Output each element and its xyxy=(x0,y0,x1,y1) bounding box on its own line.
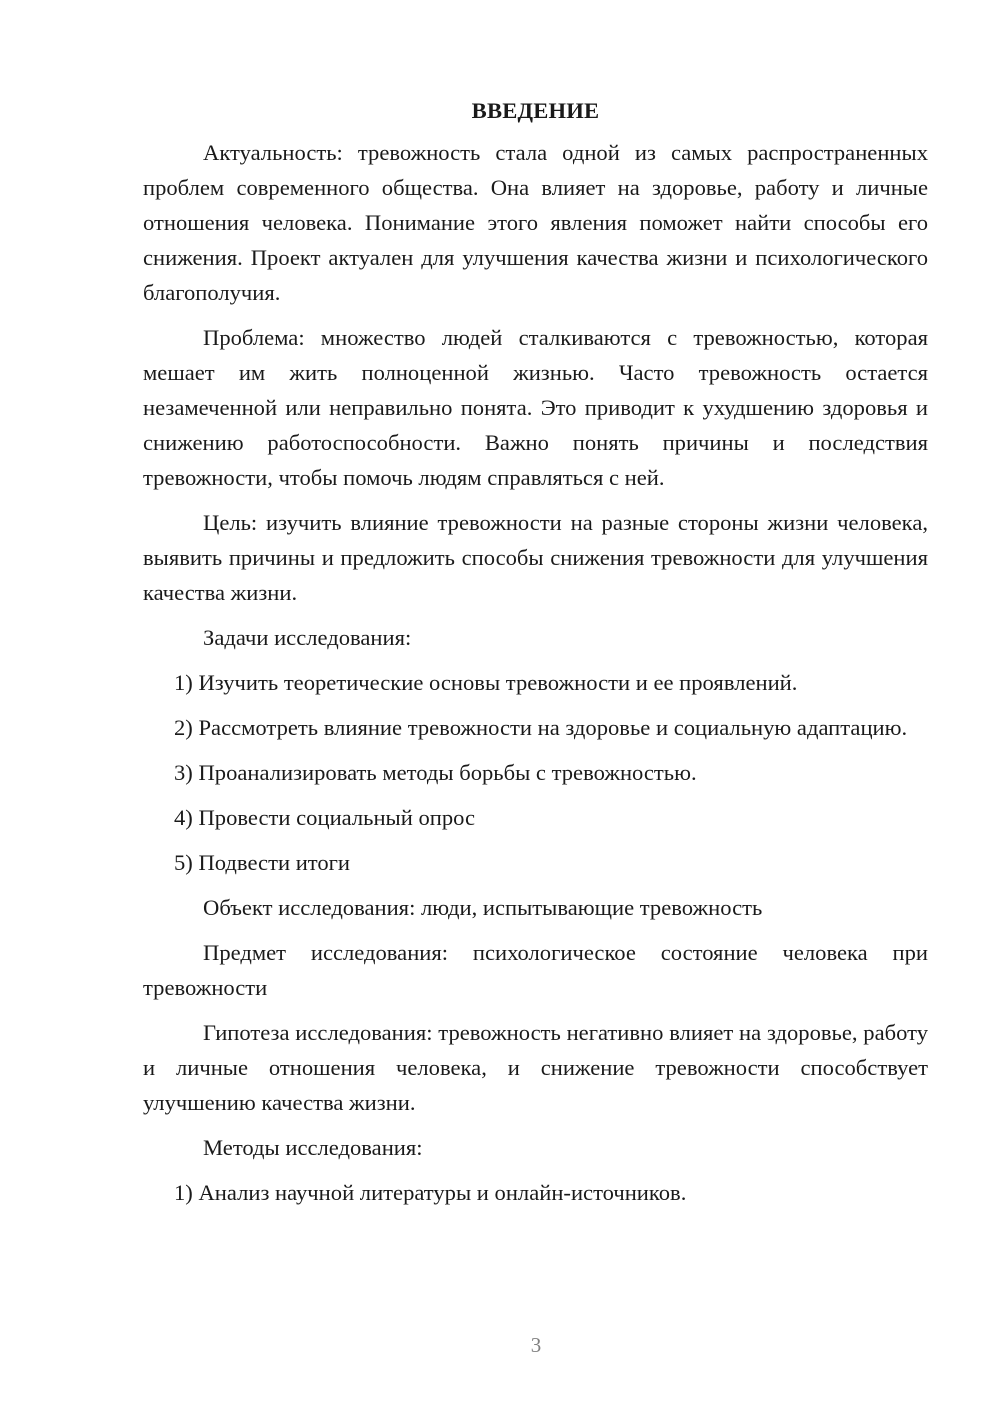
list-item-task-1: 1) Изучить теоретические основы тревожности и ее проявлений. xyxy=(174,670,798,695)
paragraph-object: Объект исследования: люди, испытывающие тревожность xyxy=(203,895,763,920)
paragraph-problem: Проблема: множество людей сталкиваются с тревожностью, которая мешает им жить полноценной жизнью. Часто тревожность остается незамеченной или неправильно понята. Это приводит к ухудшению здоровья и снижению работоспособности. Важно понять причины и последствия тревожности, чтобы помочь людям справляться с ней. xyxy=(143,325,928,490)
page-title: ВВЕДЕНИЕ xyxy=(471,98,600,123)
paragraph-hypothesis: Гипотеза исследования: тревожность негативно влияет на здоровье, работу и личные отношения человека, и снижение тревожности способствует улучшению качества жизни. xyxy=(143,1020,928,1115)
tasks-heading: Задачи исследования: xyxy=(203,625,412,650)
methods-heading: Методы исследования: xyxy=(203,1135,423,1160)
page-number: 3 xyxy=(530,1333,542,1357)
paragraph-subject: Предмет исследования: психологическое состояние человека при тревожности xyxy=(143,940,928,1000)
paragraph-relevance: Актуальность: тревожность стала одной из самых распространенных проблем современного общества. Она влияет на здоровье, работу и личные отношения человека. Понимание этого явления поможет найти способы его снижения. Проект актуален для улучшения качества жизни и психологического благополучия. xyxy=(143,140,928,305)
list-item-task-4: 4) Провести социальный опрос xyxy=(174,805,476,830)
paragraph-goal: Цель: изучить влияние тревожности на разные стороны жизни человека, выявить причины и предложить способы снижения тревожности для улучшения качества жизни. xyxy=(143,510,928,605)
list-item-task-2: 2) Рассмотреть влияние тревожности на здоровье и социальную адаптацию. xyxy=(174,715,908,740)
list-item-task-3: 3) Проанализировать методы борьбы с тревожностью. xyxy=(174,760,697,785)
list-item-method-1: 1) Анализ научной литературы и онлайн-источников. xyxy=(174,1180,687,1205)
list-item-task-5: 5) Подвести итоги xyxy=(174,850,351,875)
page-content xyxy=(143,93,928,1220)
